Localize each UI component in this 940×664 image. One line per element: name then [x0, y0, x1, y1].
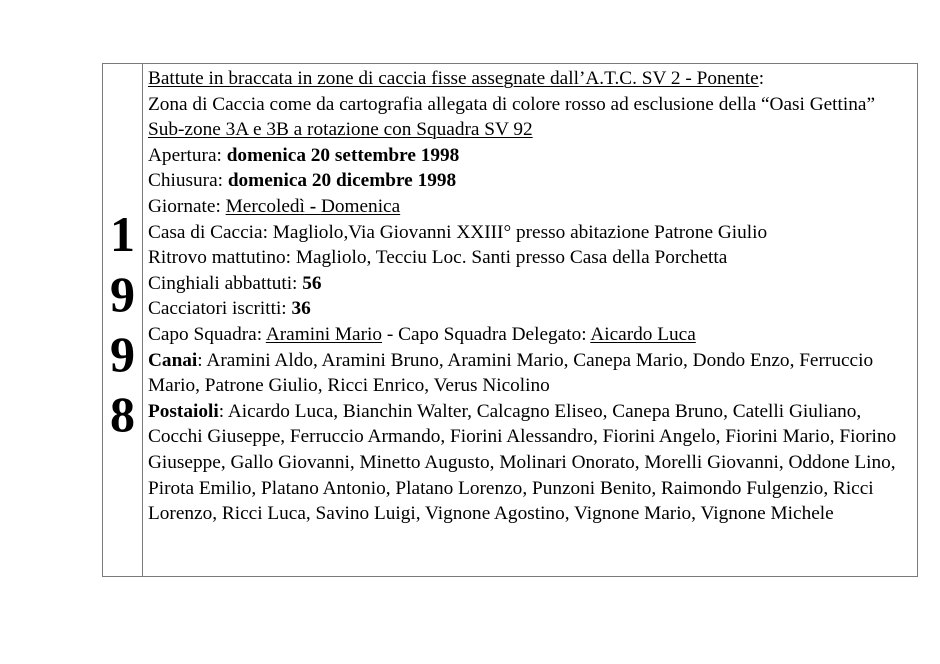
ritrovo-line: Ritrovo mattutino: Magliolo, Tecciu Loc. Santi presso Casa della Porchetta	[148, 247, 728, 269]
canai-line	[148, 348, 913, 399]
postaioli-line	[148, 399, 913, 527]
cacciatori-value: 36	[291, 298, 311, 320]
heading-line	[148, 66, 913, 92]
cinghiali-line	[148, 271, 913, 297]
cacciatori-label: Cacciatori iscritti:	[148, 298, 292, 320]
heading-colon: :	[758, 68, 765, 89]
giornate-line	[148, 194, 913, 220]
zona-line: Zona di Caccia come da cartografia allegata di colore rosso ad esclusione della “Oasi Gettina”	[148, 93, 876, 115]
apertura-label: Apertura:	[148, 144, 227, 166]
chiusura-line	[148, 168, 913, 194]
subzone: Sub-zone 3A e 3B a rotazione con Squadra SV 92	[148, 119, 533, 141]
season-details	[143, 64, 917, 576]
canai-list: : Aramini Aldo, Aramini Bruno, Aramini Mario, Canepa Mario, Dondo Enzo, Ferruccio Mario, Patrone Giulio, Ricci Enrico, Verus Nicolino	[148, 349, 874, 397]
cinghiali-value: 56	[302, 272, 322, 294]
season-table	[102, 63, 918, 577]
cacciatori-line	[148, 296, 913, 322]
apertura-line	[148, 143, 913, 169]
giornate-label: Giornate:	[148, 195, 226, 217]
delegato-label: - Capo Squadra Delegato:	[382, 323, 591, 345]
year-digit: 8	[110, 386, 135, 442]
subzone-line	[148, 117, 913, 143]
chiusura-label: Chiusura:	[148, 170, 228, 192]
year-digit: 9	[110, 266, 135, 322]
casa-di-caccia-line: Casa di Caccia: Magliolo,Via Giovanni XXIII° presso abitazione Patrone Giulio	[148, 221, 768, 243]
postaioli-label: Postaioli	[148, 400, 219, 422]
cinghiali-label: Cinghiali abbattuti:	[148, 272, 303, 294]
canai-label: Canai	[148, 349, 198, 371]
capo-squadra-line	[148, 322, 913, 348]
year-digit: 9	[110, 326, 135, 382]
chiusura-value: domenica 20 dicembre 1998	[227, 170, 457, 192]
capo-value: Aramini Mario	[265, 323, 383, 345]
capo-label: Capo Squadra:	[148, 323, 266, 345]
giornate-day1: Mercoledì	[225, 195, 305, 217]
delegato-value: Aicardo Luca	[590, 323, 696, 345]
giornate-separator: -	[304, 195, 321, 217]
postaioli-list: : Aicardo Luca, Bianchin Walter, Calcagno Eliseo, Canepa Bruno, Catelli Giuliano, Cocchi Giuseppe, Ferruccio Armando, Fiorini Alessandro, Fiorini Angelo, Fiorini Mario, Fiorino Giuseppe, Gallo Giovanni, Minetto Augusto, Molinari Onorato, Morelli Giovanni, Oddone Lino, Pirota Emilio, Platano Antonio, Platano Lorenzo, Punzoni Benito, Raimondo Fulgenzio, Ricci Lorenzo, Ricci Luca, Savino Luigi, Vignone Agostino, Vignone Mario, Vignone Michele	[148, 400, 897, 525]
apertura-value: domenica 20 settembre 1998	[226, 144, 460, 166]
heading: Battute in braccata in zone di caccia fisse assegnate dall’A.T.C. SV 2 - Ponente	[148, 68, 759, 89]
giornate-day2: Domenica	[320, 195, 401, 217]
year-cell	[103, 64, 143, 576]
year-digit: 1	[110, 206, 135, 262]
